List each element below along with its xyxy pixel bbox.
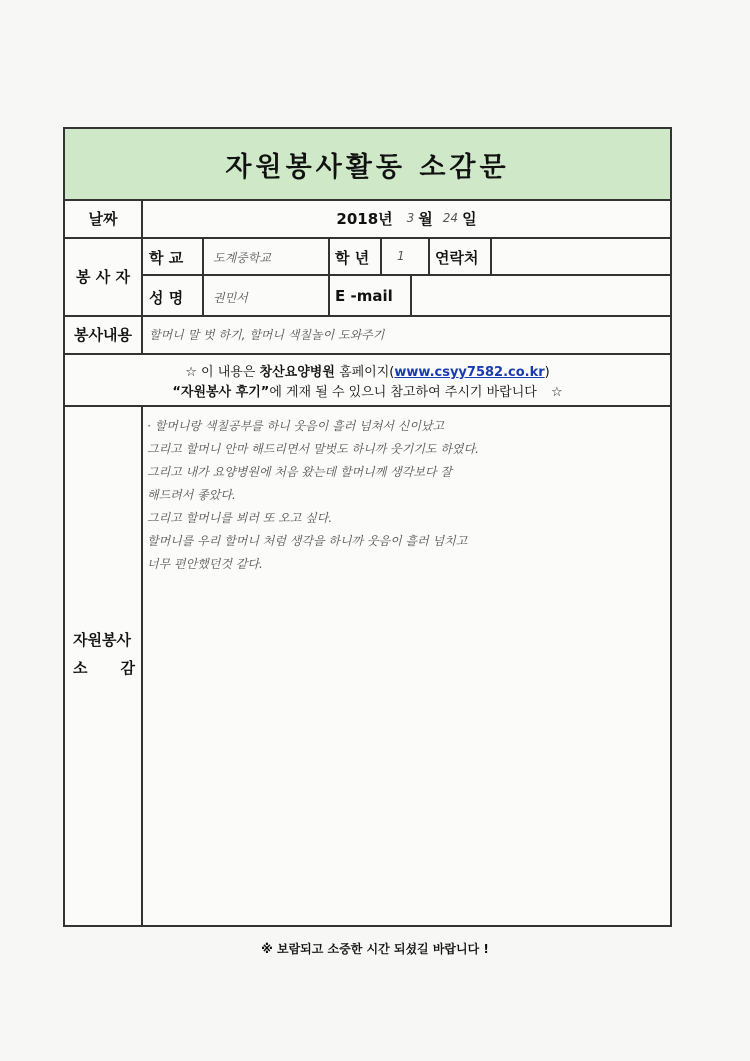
review-line: 할머니를 우리 할머니 처럼 생각을 하니까 웃음이 흘러 넘치고: [147, 534, 468, 548]
review-line: 해드려서 좋았다.: [147, 488, 236, 502]
activity-label: 봉사내용: [65, 315, 143, 353]
review-text: [147, 415, 664, 576]
volunteer-divider: [143, 274, 670, 276]
notice-text: [65, 353, 670, 405]
date-year: 2018년: [336, 209, 393, 228]
review-line: 그리고 할머니 안마 해드리면서 말벗도 하니까 웃기기도 하였다.: [147, 442, 479, 456]
date-label: 날짜: [65, 199, 143, 237]
name-divider: [202, 276, 204, 315]
notice-pre: 이 내용은: [201, 365, 256, 380]
email-label: E -mail: [335, 287, 393, 305]
date-month-value: 3: [406, 211, 415, 225]
notice-rest: 에 게재 될 수 있으니 참고하여 주시기 바랍니다: [269, 385, 537, 400]
date-month-unit: 월: [418, 209, 433, 228]
notice-line-2: [65, 381, 670, 400]
email-value-divider: [410, 276, 412, 315]
activity-row: [65, 315, 670, 355]
date-day-unit: 일: [462, 209, 477, 228]
name-label: 성 명: [149, 289, 184, 307]
name-value: 권민서: [213, 291, 248, 305]
contact-value-divider: [490, 237, 492, 274]
notice-post: ): [544, 365, 550, 380]
review-label: [65, 405, 143, 925]
volunteer-label: 봉 사 자: [65, 237, 143, 315]
school-value: 도계중학교: [213, 251, 271, 265]
review-form: [63, 127, 672, 927]
date-row: [65, 199, 670, 239]
grade-value-divider: [380, 237, 382, 274]
review-label-gam: 감: [120, 659, 135, 677]
volunteer-row: [65, 237, 670, 317]
date-value: [143, 199, 670, 237]
star-icon: ☆: [185, 365, 197, 380]
review-line: 너무 편안했던것 같다.: [147, 557, 263, 571]
school-label: 학 교: [149, 249, 184, 267]
contact-divider: [428, 237, 430, 274]
footer-message: ※ 보람되고 소중한 시간 되셨길 바랍니다 !: [261, 942, 489, 956]
review-label-line-2: [73, 657, 135, 678]
review-title-text: “자원봉사 후기”: [172, 385, 270, 400]
school-divider: [202, 237, 204, 274]
form-title: 자원봉사활동 소감문: [65, 129, 670, 201]
date-day-value: 24: [442, 211, 459, 225]
notice-line-1: [65, 361, 670, 380]
review-label-so: 소: [73, 659, 88, 677]
grade-label: 학 년: [335, 249, 370, 267]
contact-label: 연락처: [435, 249, 479, 267]
review-line: 그리고 내가 요양병원에 처음 왔는데 할머니께 생각보다 잘: [147, 465, 452, 479]
grade-value: 1: [397, 249, 405, 263]
homepage-link[interactable]: www.csyy7582.co.kr: [394, 365, 545, 380]
star-icon-end: ☆: [550, 385, 563, 400]
review-label-line-1: 자원봉사: [73, 631, 131, 649]
notice-mid: 홈페이지(: [339, 365, 395, 380]
review-line: 그리고 할머니를 뵈러 또 오고 싶다.: [147, 511, 333, 525]
grade-divider: [328, 237, 330, 274]
activity-value: 할머니 말 벗 하기, 할머니 색칠놀이 도와주기: [149, 328, 385, 342]
notice-row: [65, 353, 670, 407]
email-divider: [328, 276, 330, 315]
hospital-name: 창산요양병원: [259, 365, 335, 380]
review-line: · 할머니랑 색칠공부를 하니 웃음이 흘러 넘쳐서 신이났고: [147, 419, 445, 433]
review-row: [65, 405, 670, 925]
